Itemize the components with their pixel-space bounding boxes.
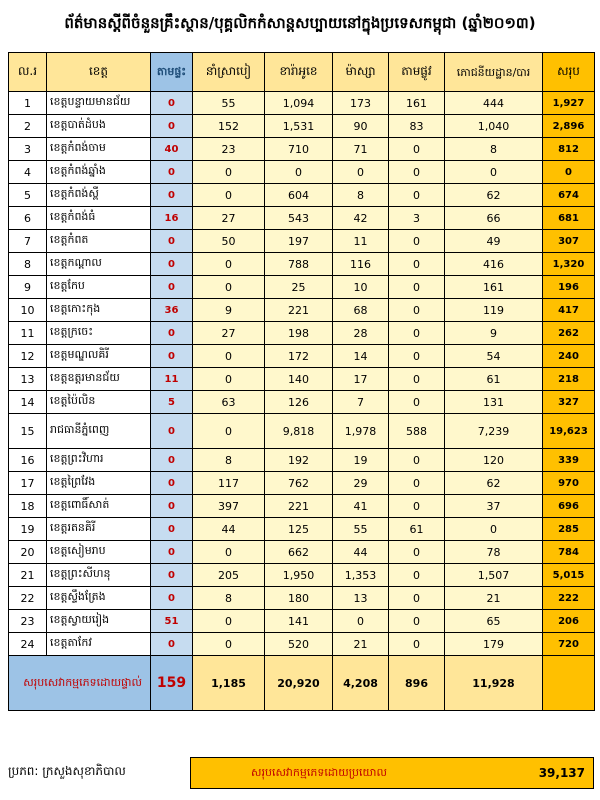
table-row: [9, 518, 595, 541]
cell-total: 196: [543, 276, 595, 299]
cell-nightclub: 0: [193, 276, 265, 299]
cell-street: 0: [389, 299, 445, 322]
cell-province: រាជធានីភ្នំពេញ: [47, 414, 151, 449]
table-row: [9, 564, 595, 587]
cell-no: 20: [9, 541, 47, 564]
table-row: [9, 633, 595, 656]
cell-nightclub: 8: [193, 449, 265, 472]
cell-massage: 19: [333, 449, 389, 472]
table-row: [9, 414, 595, 449]
cell-home: 0: [151, 541, 193, 564]
table-row: [9, 230, 595, 253]
table-row: [9, 115, 595, 138]
cell-restaurant: 119: [445, 299, 543, 322]
cell-total: 206: [543, 610, 595, 633]
cell-street: 0: [389, 161, 445, 184]
cell-no: 19: [9, 518, 47, 541]
cell-restaurant: 62: [445, 472, 543, 495]
cell-nightclub: 205: [193, 564, 265, 587]
cell-street: 0: [389, 322, 445, 345]
header-nightclub: នាំស្រាបៀ: [193, 53, 265, 92]
cell-province: ខេត្តតាកែវ: [47, 633, 151, 656]
cell-home: 16: [151, 207, 193, 230]
cell-home: 0: [151, 276, 193, 299]
cell-street: 588: [389, 414, 445, 449]
cell-karaoke: 141: [265, 610, 333, 633]
cell-no: 5: [9, 184, 47, 207]
cell-massage: 116: [333, 253, 389, 276]
table-row: [9, 495, 595, 518]
cell-no: 14: [9, 391, 47, 414]
summary-street: 896: [389, 656, 445, 711]
cell-total: 0: [543, 161, 595, 184]
header-street: តាមផ្លូវ: [389, 53, 445, 92]
table-row: [9, 610, 595, 633]
cell-province: ខេត្តពោធិ៍សាត់: [47, 495, 151, 518]
cell-nightclub: 44: [193, 518, 265, 541]
cell-restaurant: 0: [445, 518, 543, 541]
cell-restaurant: 49: [445, 230, 543, 253]
cell-nightclub: 0: [193, 541, 265, 564]
source-note: ប្រភព: ក្រសួងសុខាភិបាល: [8, 764, 126, 778]
table-row: [9, 587, 595, 610]
cell-home: 36: [151, 299, 193, 322]
cell-province: ខេត្តកំពង់ស្ពឺ: [47, 184, 151, 207]
table-row: [9, 345, 595, 368]
cell-total: 5,015: [543, 564, 595, 587]
cell-province: ខេត្តស្វាយរៀង: [47, 610, 151, 633]
cell-no: 9: [9, 276, 47, 299]
grand-total-label: សរុបសេវាកម្មភេទដោយប្រយោល: [251, 766, 387, 779]
cell-massage: 1,353: [333, 564, 389, 587]
cell-restaurant: 61: [445, 368, 543, 391]
table-row: [9, 541, 595, 564]
cell-nightclub: 0: [193, 253, 265, 276]
cell-total: 339: [543, 449, 595, 472]
cell-massage: 0: [333, 161, 389, 184]
cell-restaurant: 65: [445, 610, 543, 633]
cell-total: 222: [543, 587, 595, 610]
cell-no: 1: [9, 92, 47, 115]
cell-nightclub: 0: [193, 161, 265, 184]
cell-total: 19,623: [543, 414, 595, 449]
cell-restaurant: 62: [445, 184, 543, 207]
cell-total: 1,320: [543, 253, 595, 276]
cell-total: 285: [543, 518, 595, 541]
cell-total: 812: [543, 138, 595, 161]
cell-nightclub: 0: [193, 610, 265, 633]
cell-massage: 17: [333, 368, 389, 391]
cell-karaoke: 0: [265, 161, 333, 184]
cell-home: 0: [151, 449, 193, 472]
cell-total: 720: [543, 633, 595, 656]
cell-province: ខេត្តកោះកុង: [47, 299, 151, 322]
cell-nightclub: 23: [193, 138, 265, 161]
summary-karaoke: 20,920: [265, 656, 333, 711]
cell-karaoke: 197: [265, 230, 333, 253]
summary-label: សរុបសេវាកម្មភេទដោយផ្ទាល់: [9, 656, 151, 711]
summary-restaurant: 11,928: [445, 656, 543, 711]
cell-street: 0: [389, 253, 445, 276]
cell-nightclub: 50: [193, 230, 265, 253]
cell-restaurant: 9: [445, 322, 543, 345]
table-row: [9, 276, 595, 299]
summary-total-empty: [543, 656, 595, 711]
cell-home: 51: [151, 610, 193, 633]
header-no: ល.រ: [9, 53, 47, 92]
cell-no: 21: [9, 564, 47, 587]
cell-home: 0: [151, 230, 193, 253]
cell-massage: 68: [333, 299, 389, 322]
cell-no: 2: [9, 115, 47, 138]
cell-home: 0: [151, 161, 193, 184]
cell-total: 307: [543, 230, 595, 253]
cell-nightclub: 55: [193, 92, 265, 115]
cell-restaurant: 8: [445, 138, 543, 161]
cell-nightclub: 8: [193, 587, 265, 610]
cell-total: 681: [543, 207, 595, 230]
cell-nightclub: 152: [193, 115, 265, 138]
cell-street: 0: [389, 587, 445, 610]
cell-province: ខេត្តកណ្ដាល: [47, 253, 151, 276]
cell-street: 0: [389, 610, 445, 633]
cell-street: 0: [389, 276, 445, 299]
cell-nightclub: 27: [193, 322, 265, 345]
summary-massage: 4,208: [333, 656, 389, 711]
cell-home: 0: [151, 564, 193, 587]
cell-no: 15: [9, 414, 47, 449]
cell-massage: 28: [333, 322, 389, 345]
cell-nightclub: 0: [193, 345, 265, 368]
summary-row: [9, 656, 595, 711]
cell-home: 0: [151, 345, 193, 368]
cell-province: ខេត្តកំពត: [47, 230, 151, 253]
cell-province: ខេត្តព្រះសីហនុ: [47, 564, 151, 587]
cell-karaoke: 126: [265, 391, 333, 414]
cell-province: ខេត្តកំពង់ធំ: [47, 207, 151, 230]
cell-restaurant: 66: [445, 207, 543, 230]
cell-home: 0: [151, 184, 193, 207]
cell-massage: 173: [333, 92, 389, 115]
cell-province: ខេត្តប៉ៃលិន: [47, 391, 151, 414]
cell-province: ខេត្តស្ទឹងត្រែង: [47, 587, 151, 610]
cell-nightclub: 27: [193, 207, 265, 230]
cell-no: 10: [9, 299, 47, 322]
cell-restaurant: 78: [445, 541, 543, 564]
cell-karaoke: 762: [265, 472, 333, 495]
cell-nightclub: 0: [193, 633, 265, 656]
cell-no: 4: [9, 161, 47, 184]
cell-massage: 8: [333, 184, 389, 207]
cell-total: 674: [543, 184, 595, 207]
header-row: [9, 53, 595, 92]
cell-no: 17: [9, 472, 47, 495]
cell-province: ខេត្តព្រះវិហារ: [47, 449, 151, 472]
cell-massage: 41: [333, 495, 389, 518]
summary-nightclub: 1,185: [193, 656, 265, 711]
cell-province: ខេត្តព្រៃវែង: [47, 472, 151, 495]
cell-restaurant: 0: [445, 161, 543, 184]
table-row: [9, 299, 595, 322]
cell-street: 0: [389, 633, 445, 656]
cell-massage: 11: [333, 230, 389, 253]
cell-total: 417: [543, 299, 595, 322]
cell-karaoke: 788: [265, 253, 333, 276]
cell-total: 2,896: [543, 115, 595, 138]
cell-no: 16: [9, 449, 47, 472]
cell-home: 11: [151, 368, 193, 391]
cell-karaoke: 710: [265, 138, 333, 161]
cell-province: ខេត្តបន្ទាយមានជ័យ: [47, 92, 151, 115]
header-province: ខេត្ត: [47, 53, 151, 92]
cell-karaoke: 221: [265, 495, 333, 518]
cell-no: 24: [9, 633, 47, 656]
cell-total: 262: [543, 322, 595, 345]
cell-restaurant: 416: [445, 253, 543, 276]
cell-home: 0: [151, 253, 193, 276]
cell-street: 61: [389, 518, 445, 541]
cell-nightclub: 0: [193, 414, 265, 449]
cell-street: 0: [389, 345, 445, 368]
cell-restaurant: 1,507: [445, 564, 543, 587]
grand-total-box: [190, 757, 594, 789]
cell-home: 0: [151, 495, 193, 518]
cell-total: 240: [543, 345, 595, 368]
table-row: [9, 138, 595, 161]
table-row: [9, 161, 595, 184]
cell-massage: 29: [333, 472, 389, 495]
cell-karaoke: 172: [265, 345, 333, 368]
cell-home: 0: [151, 115, 193, 138]
cell-total: 970: [543, 472, 595, 495]
cell-province: ខេត្តរតនគិរី: [47, 518, 151, 541]
header-karaoke: ខារ៉ាអូខេ: [265, 53, 333, 92]
cell-home: 5: [151, 391, 193, 414]
cell-no: 3: [9, 138, 47, 161]
cell-nightclub: 0: [193, 184, 265, 207]
header-total: សរុប: [543, 53, 595, 92]
cell-no: 12: [9, 345, 47, 368]
cell-massage: 44: [333, 541, 389, 564]
cell-restaurant: 21: [445, 587, 543, 610]
table-row: [9, 472, 595, 495]
cell-massage: 90: [333, 115, 389, 138]
cell-street: 0: [389, 184, 445, 207]
cell-nightclub: 9: [193, 299, 265, 322]
cell-karaoke: 604: [265, 184, 333, 207]
cell-street: 0: [389, 541, 445, 564]
cell-massage: 10: [333, 276, 389, 299]
cell-province: ខេត្តកំពង់ចាម: [47, 138, 151, 161]
cell-home: 0: [151, 472, 193, 495]
cell-street: 161: [389, 92, 445, 115]
cell-karaoke: 543: [265, 207, 333, 230]
cell-restaurant: 179: [445, 633, 543, 656]
cell-total: 1,927: [543, 92, 595, 115]
cell-province: ខេត្តក្រចេះ: [47, 322, 151, 345]
cell-no: 7: [9, 230, 47, 253]
cell-massage: 14: [333, 345, 389, 368]
data-table: [8, 52, 595, 711]
cell-home: 0: [151, 633, 193, 656]
header-restaurant: ភោជនីយដ្ឋាន/បារ: [445, 53, 543, 92]
cell-massage: 7: [333, 391, 389, 414]
cell-restaurant: 444: [445, 92, 543, 115]
header-home: តាមផ្ទះ: [151, 53, 193, 92]
cell-massage: 21: [333, 633, 389, 656]
cell-street: 0: [389, 230, 445, 253]
cell-massage: 42: [333, 207, 389, 230]
cell-street: 0: [389, 391, 445, 414]
table-row: [9, 253, 595, 276]
cell-karaoke: 198: [265, 322, 333, 345]
cell-total: 327: [543, 391, 595, 414]
cell-street: 0: [389, 495, 445, 518]
header-massage: ម៉ាស្សា: [333, 53, 389, 92]
cell-restaurant: 7,239: [445, 414, 543, 449]
cell-province: ខេត្តឧត្តរមានជ័យ: [47, 368, 151, 391]
cell-karaoke: 125: [265, 518, 333, 541]
cell-home: 40: [151, 138, 193, 161]
table-row: [9, 391, 595, 414]
cell-street: 0: [389, 564, 445, 587]
cell-province: ខេត្តបាត់ដំបង: [47, 115, 151, 138]
cell-street: 0: [389, 449, 445, 472]
cell-karaoke: 520: [265, 633, 333, 656]
cell-street: 83: [389, 115, 445, 138]
cell-street: 3: [389, 207, 445, 230]
cell-karaoke: 1,094: [265, 92, 333, 115]
cell-nightclub: 0: [193, 368, 265, 391]
cell-karaoke: 25: [265, 276, 333, 299]
cell-no: 8: [9, 253, 47, 276]
cell-province: ខេត្តកំពង់ឆ្នាំង: [47, 161, 151, 184]
cell-no: 23: [9, 610, 47, 633]
cell-massage: 71: [333, 138, 389, 161]
table-row: [9, 368, 595, 391]
table-row: [9, 322, 595, 345]
cell-street: 0: [389, 368, 445, 391]
cell-home: 0: [151, 518, 193, 541]
cell-restaurant: 54: [445, 345, 543, 368]
table-row: [9, 207, 595, 230]
cell-restaurant: 1,040: [445, 115, 543, 138]
cell-province: ខេត្តកែប: [47, 276, 151, 299]
cell-restaurant: 37: [445, 495, 543, 518]
cell-restaurant: 120: [445, 449, 543, 472]
cell-massage: 0: [333, 610, 389, 633]
cell-total: 696: [543, 495, 595, 518]
cell-no: 18: [9, 495, 47, 518]
cell-no: 22: [9, 587, 47, 610]
cell-total: 784: [543, 541, 595, 564]
cell-nightclub: 63: [193, 391, 265, 414]
footer: [8, 757, 594, 789]
cell-home: 0: [151, 322, 193, 345]
cell-no: 6: [9, 207, 47, 230]
cell-province: ខេត្តសៀមរាប: [47, 541, 151, 564]
cell-province: ខេត្តមណ្ឌលគិរី: [47, 345, 151, 368]
cell-restaurant: 161: [445, 276, 543, 299]
cell-karaoke: 221: [265, 299, 333, 322]
cell-home: 0: [151, 414, 193, 449]
cell-karaoke: 1,531: [265, 115, 333, 138]
cell-street: 0: [389, 138, 445, 161]
cell-karaoke: 9,818: [265, 414, 333, 449]
grand-total-value: 39,137: [538, 766, 585, 780]
cell-no: 13: [9, 368, 47, 391]
table-row: [9, 92, 595, 115]
table-row: [9, 449, 595, 472]
cell-home: 0: [151, 92, 193, 115]
cell-street: 0: [389, 472, 445, 495]
cell-karaoke: 140: [265, 368, 333, 391]
cell-karaoke: 180: [265, 587, 333, 610]
cell-nightclub: 397: [193, 495, 265, 518]
cell-karaoke: 1,950: [265, 564, 333, 587]
cell-karaoke: 192: [265, 449, 333, 472]
table-body: [9, 92, 595, 656]
table-row: [9, 184, 595, 207]
cell-restaurant: 131: [445, 391, 543, 414]
cell-massage: 13: [333, 587, 389, 610]
page-title: ព័ត៌មានស្ដីពីចំនួនគ្រឹះស្ថាន/បុគ្គលិកកំសាន្តសប្បាយនៅក្នុងប្រទេសកម្ពុជា (ឆ្នាំ២០១៣): [64, 14, 536, 32]
cell-nightclub: 117: [193, 472, 265, 495]
cell-home: 0: [151, 587, 193, 610]
cell-total: 218: [543, 368, 595, 391]
cell-massage: 55: [333, 518, 389, 541]
cell-karaoke: 662: [265, 541, 333, 564]
cell-massage: 1,978: [333, 414, 389, 449]
cell-no: 11: [9, 322, 47, 345]
summary-home: 159: [151, 656, 193, 711]
